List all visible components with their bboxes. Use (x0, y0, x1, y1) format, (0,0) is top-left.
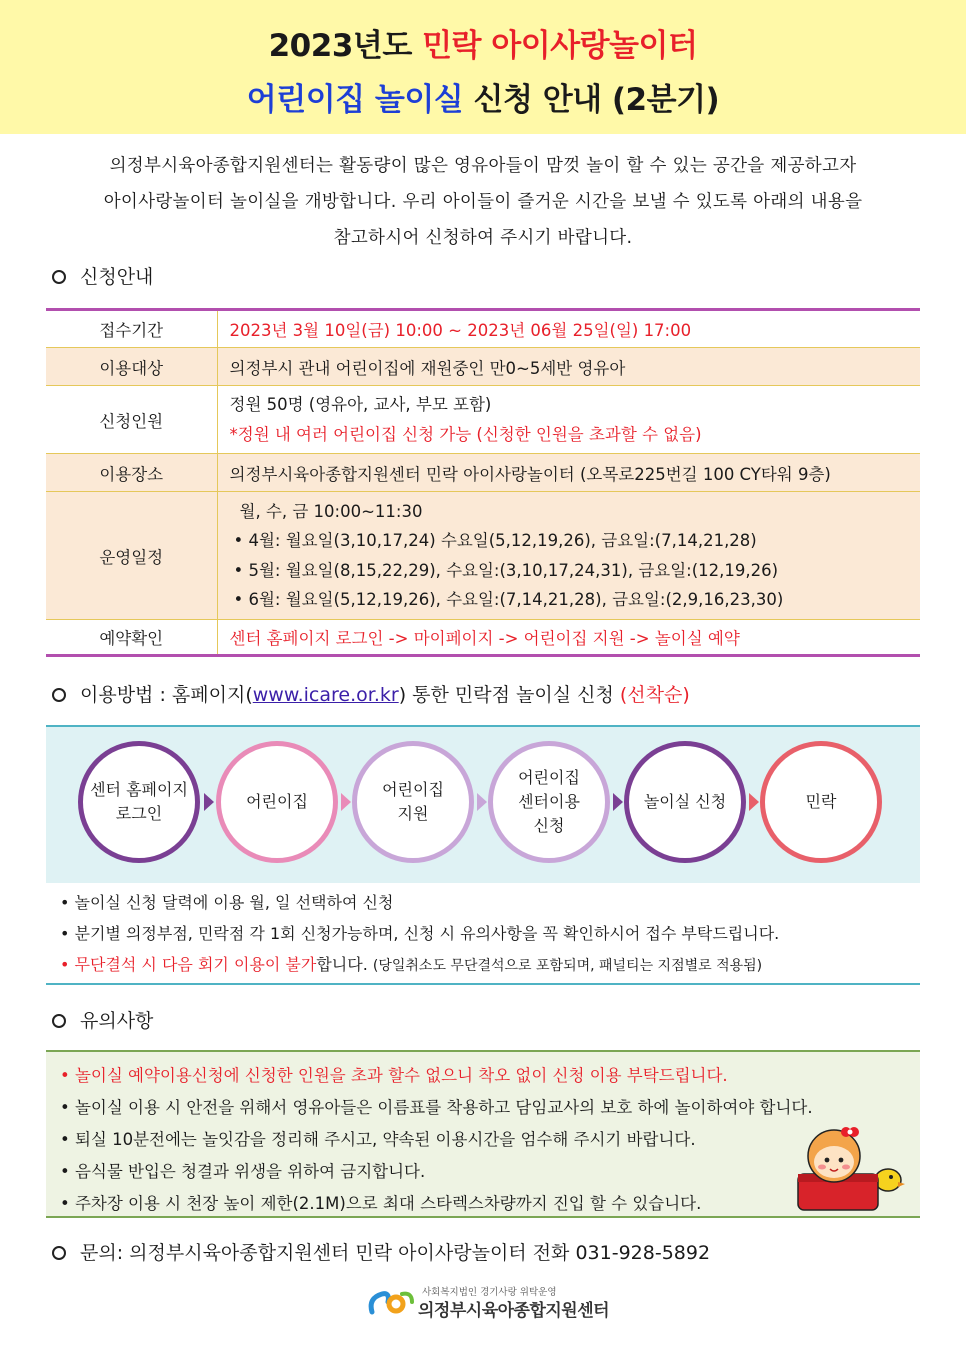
arrow-right-icon (477, 793, 487, 811)
target-value: 의정부시 관내 어린이집에 재원중인 만0~5세반 영유아 (217, 348, 920, 386)
step-support (352, 741, 474, 863)
penalty-note: (당일취소도 무단결석으로 포함되며, 패널티는 지점별로 적용됨) (372, 958, 763, 974)
step-text: 신청 (533, 816, 565, 835)
schedule-june: • 6월: 월요일(5,12,19,26), 수요일:(7,14,21,28), 금요일:(2,9,16,23,30) (233, 590, 784, 609)
center-logo (366, 1282, 626, 1322)
caution-item: • 놀이실 이용 시 안전을 위해서 영유아들은 이름표를 착용하고 담임교사의 보호 하에 놀이하여야 합니다. (60, 1098, 813, 1117)
caution-item: • 주차장 이용 시 천장 높이 제한(2.1M)으로 최대 스타렉스차량까지 진입 할 수 있습니다. (60, 1194, 702, 1213)
step-text: 센터이용 (518, 792, 580, 811)
logo-name: 의정부시육아종합지원센터 (418, 1301, 610, 1321)
period-label: 접수기간 (46, 310, 217, 348)
schedule-may: • 5월: 월요일(8,15,22,29), 수요일:(3,10,17,24,31), 금요일:(12,19,26) (233, 560, 779, 580)
step-minrak (760, 741, 882, 863)
schedule-label: 운영일정 (46, 492, 217, 620)
caution-item: • 음식물 반입은 청결과 위생을 위하여 금지합니다. (60, 1162, 426, 1181)
step-center-use (488, 741, 610, 863)
child-illustration-icon (788, 1120, 908, 1212)
table-row (46, 386, 920, 454)
arrow-right-icon (613, 793, 623, 811)
table-row (46, 310, 920, 348)
intro-line: 참고하시어 신청하여 주시기 바랍니다. (333, 228, 633, 248)
flow-note: • 놀이실 신청 달력에 이용 월, 일 선택하여 신청 (60, 893, 394, 912)
section-apply-label: 신청안내 (80, 266, 154, 288)
step-text: 놀이실 신청 (643, 792, 727, 811)
method-suffix: ) 통한 민락점 놀이실 신청 (398, 684, 620, 706)
method-prefix: 이용방법 : 홈페이지( (80, 684, 253, 706)
place-value: 의정부시육아종합지원센터 민락 아이사랑놀이터 (오목로225번길 100 CY타워 9층) (217, 454, 920, 492)
step-daycare (216, 741, 338, 863)
table-row (46, 454, 920, 492)
intro-line: 의정부시육아종합지원센터는 활동량이 많은 영유아들이 맘껏 놀이 할 수 있는 공간을 제공하고자 (109, 156, 857, 176)
confirm-value: 센터 홈페이지 로그인 -> 마이페이지 -> 어린이집 지원 -> 놀이실 예약 (217, 620, 920, 656)
no-show-warning: • 무단결석 시 다음 회기 이용이 불가 (60, 955, 317, 974)
intro-line: 아이사랑놀이터 놀이실을 개방합니다. 우리 아이들이 즐거운 시간을 보낼 수 있도록 아래의 내용을 (103, 192, 863, 212)
circle-bullet-icon (52, 1014, 66, 1028)
schedule-april: • 4월: 월요일(3,10,17,24) 수요일(5,12,19,26), 금요일:(7,14,21,28) (233, 531, 757, 550)
step-text: 어린이집 (246, 792, 308, 811)
table-row (46, 620, 920, 656)
table-row (46, 492, 920, 620)
title-year: 2023년도 (268, 28, 423, 64)
process-flow-area (46, 727, 920, 883)
title-banner (0, 0, 966, 134)
count-note: *정원 내 여러 어린이집 신청 가능 (신청한 인원을 초과할 수 없음) (229, 424, 702, 444)
step-text: 지원 (397, 804, 429, 823)
caution-list (60, 1060, 813, 1220)
step-text: 어린이집 (518, 768, 580, 787)
intro-paragraph (40, 148, 926, 256)
step-text: 로그인 (115, 804, 163, 823)
caution-item: • 놀이실 예약이용신청에 신청한 인원을 초과 할수 없으니 착오 없이 신청 이용 부탁드립니다. (60, 1066, 728, 1085)
table-row (46, 348, 920, 386)
apply-info-table (46, 308, 920, 657)
schedule-time: 월, 수, 금 10:00~11:30 (239, 501, 423, 521)
period-value: 2023년 3월 10일(금) 10:00 ~ 2023년 06월 25일(일) 17:00 (217, 310, 920, 348)
first-come-note: (선착순) (619, 684, 690, 706)
caution-item: • 퇴실 10분전에는 놀잇감을 정리해 주시고, 약속된 이용시간을 엄수해 주시기 바랍니다. (60, 1130, 696, 1149)
count-value: 정원 50명 (영유아, 교사, 부모 포함) (229, 394, 492, 414)
section-caution-title (52, 1006, 153, 1033)
target-label: 이용대상 (46, 348, 217, 386)
flow-note (60, 949, 779, 982)
confirm-label: 예약확인 (46, 620, 217, 656)
circle-bullet-icon (52, 270, 66, 284)
title-guide: 신청 안내 (2분기) (463, 82, 720, 118)
schedule-cell (217, 492, 920, 620)
step-text: 센터 홈페이지 (90, 780, 188, 799)
arrow-right-icon (749, 793, 759, 811)
section-caution-label: 유의사항 (80, 1010, 154, 1032)
step-login (78, 741, 200, 863)
count-cell (217, 386, 920, 454)
step-text: 어린이집 (382, 780, 444, 799)
title-line-2 (0, 74, 966, 119)
logo-subtitle: 사회복지법인 경기사랑 위탁운영 (422, 1287, 557, 1298)
step-text: 민락 (805, 792, 837, 811)
count-label: 신청인원 (46, 386, 217, 454)
flow-note-text: 합니다. (316, 955, 373, 974)
circle-bullet-icon (52, 688, 66, 702)
arrow-right-icon (341, 793, 351, 811)
arrow-right-icon (204, 793, 214, 811)
title-place: 민락 아이사랑놀이터 (422, 28, 698, 64)
step-playroom (624, 741, 746, 863)
method-title (52, 680, 690, 707)
contact-line (52, 1238, 710, 1265)
homepage-link[interactable]: www.icare.or.kr (252, 684, 399, 706)
circle-bullet-icon (52, 1246, 66, 1260)
section-apply-title (52, 262, 153, 289)
place-label: 이용장소 (46, 454, 217, 492)
logo-mark-icon (366, 1284, 416, 1320)
process-flow-box (46, 725, 920, 985)
title-room: 어린이집 놀이실 (246, 82, 464, 118)
flow-note: • 분기별 의정부점, 민락점 각 1회 신청가능하며, 신청 시 유의사항을 꼭 확인하시어 접수 부탁드립니다. (60, 924, 780, 943)
contact-text: 문의: 의정부시육아종합지원센터 민락 아이사랑놀이터 전화 031-928-5892 (80, 1242, 711, 1264)
title-line-1 (0, 20, 966, 65)
flow-notes (60, 887, 779, 982)
